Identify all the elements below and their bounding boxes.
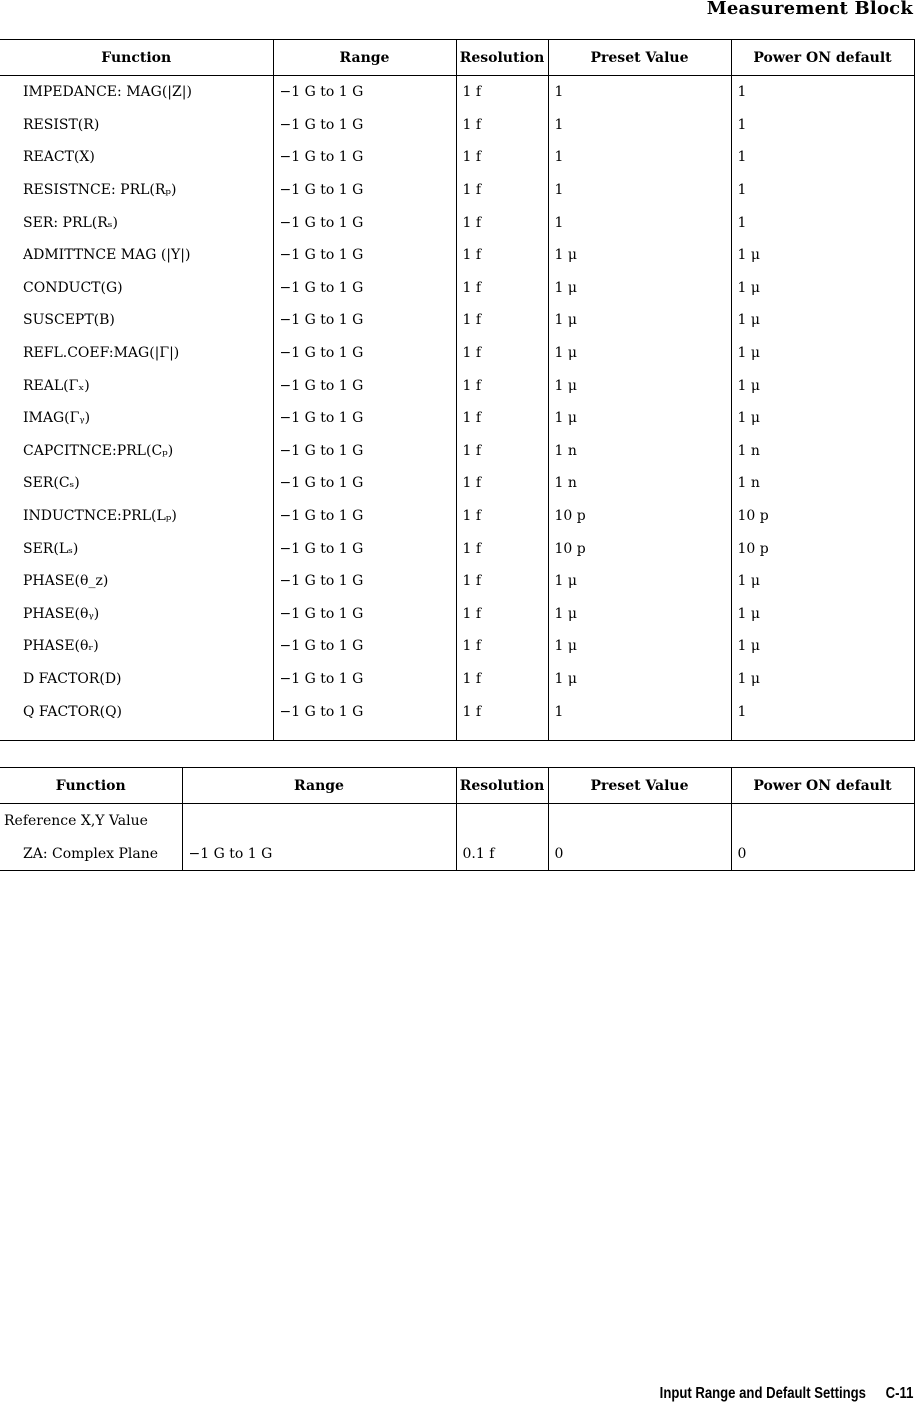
function-cell: SER(Cₛ) [0, 467, 273, 500]
function-cell: REACT(X) [0, 141, 273, 174]
power-on-cell: 1 [731, 76, 914, 109]
table-row [0, 500, 914, 533]
preset-cell: 1 μ [548, 663, 731, 696]
power-on-cell: 0 [731, 837, 914, 871]
section-title: Measurement Block [706, 0, 913, 19]
range-cell: −1 G to 1 G [273, 174, 456, 207]
column-header: Resolution [456, 768, 548, 804]
table-row [0, 369, 914, 402]
group-label-row [0, 804, 914, 838]
resolution-cell: 1 f [456, 337, 548, 370]
resolution-cell: 1 f [456, 695, 548, 728]
function-cell: INDUCTNCE:PRL(Lₚ) [0, 500, 273, 533]
preset-cell: 1 μ [548, 630, 731, 663]
range-cell: −1 G to 1 G [273, 141, 456, 174]
table-row [0, 565, 914, 598]
table-row [0, 109, 914, 142]
table-row [0, 467, 914, 500]
power-on-cell: 1 [731, 174, 914, 207]
preset-cell: 1 μ [548, 402, 731, 435]
power-on-cell: 10 p [731, 532, 914, 565]
power-on-cell: 1 μ [731, 663, 914, 696]
column-header: Function [0, 768, 182, 804]
function-cell: Q FACTOR(Q) [0, 695, 273, 728]
power-on-cell: 1 μ [731, 402, 914, 435]
power-on-cell: 1 μ [731, 630, 914, 663]
function-cell: PHASE(θ_z) [0, 565, 273, 598]
resolution-cell: 1 f [456, 467, 548, 500]
power-on-cell: 1 μ [731, 304, 914, 337]
resolution-cell: 1 f [456, 239, 548, 272]
table-row [0, 174, 914, 207]
function-cell: IMPEDANCE: MAG(|Z|) [0, 76, 273, 109]
function-cell: CAPCITNCE:PRL(Cₚ) [0, 435, 273, 468]
power-on-cell: 1 n [731, 435, 914, 468]
power-on-cell: 1 μ [731, 239, 914, 272]
table-row [0, 435, 914, 468]
range-cell: −1 G to 1 G [273, 435, 456, 468]
function-cell: SUSCEPT(B) [0, 304, 273, 337]
function-cell: SER(Lₛ) [0, 532, 273, 565]
function-cell: RESIST(R) [0, 109, 273, 142]
resolution-cell: 1 f [456, 565, 548, 598]
power-on-cell: 1 [731, 109, 914, 142]
function-cell: PHASE(θᵧ) [0, 598, 273, 631]
preset-cell: 1 [548, 174, 731, 207]
function-cell: CONDUCT(G) [0, 272, 273, 305]
preset-cell: 10 p [548, 500, 731, 533]
power-on-cell: 1 μ [731, 272, 914, 305]
range-cell: −1 G to 1 G [273, 272, 456, 305]
range-cell: −1 G to 1 G [273, 206, 456, 239]
resolution-cell: 1 f [456, 76, 548, 109]
table-header-row [0, 40, 914, 76]
table-row [0, 598, 914, 631]
resolution-cell: 1 f [456, 598, 548, 631]
column-header: Preset Value [548, 768, 731, 804]
function-cell: ADMITTNCE MAG (|Y|) [0, 239, 273, 272]
range-cell: −1 G to 1 G [273, 109, 456, 142]
preset-cell: 10 p [548, 532, 731, 565]
preset-cell: 1 μ [548, 239, 731, 272]
resolution-cell: 1 f [456, 272, 548, 305]
preset-cell: 1 [548, 141, 731, 174]
column-header: Resolution [456, 40, 548, 76]
range-cell: −1 G to 1 G [273, 369, 456, 402]
table-row [0, 239, 914, 272]
resolution-cell: 1 f [456, 500, 548, 533]
function-cell: SER: PRL(Rₛ) [0, 206, 273, 239]
table-row [0, 402, 914, 435]
power-on-cell: 1 [731, 206, 914, 239]
range-cell: −1 G to 1 G [273, 402, 456, 435]
function-cell: PHASE(θᵣ) [0, 630, 273, 663]
preset-cell: 1 μ [548, 369, 731, 402]
table-row [0, 837, 914, 871]
preset-cell: 1 μ [548, 598, 731, 631]
table-row [0, 630, 914, 663]
resolution-cell: 1 f [456, 630, 548, 663]
column-header: Power ON default [731, 40, 914, 76]
function-cell: D FACTOR(D) [0, 663, 273, 696]
preset-cell: 1 [548, 695, 731, 728]
power-on-cell: 1 [731, 141, 914, 174]
power-on-cell: 1 n [731, 467, 914, 500]
table-end [0, 728, 914, 741]
power-on-cell: 1 μ [731, 369, 914, 402]
range-cell: −1 G to 1 G [273, 500, 456, 533]
function-cell: REFL.COEF:MAG(|Γ|) [0, 337, 273, 370]
table-row [0, 141, 914, 174]
table-row [0, 304, 914, 337]
preset-cell: 0 [548, 837, 731, 871]
column-header: Range [182, 768, 456, 804]
column-header: Function [0, 40, 273, 76]
group-label: Reference X,Y Value [0, 804, 182, 838]
preset-cell: 1 n [548, 435, 731, 468]
table-row [0, 532, 914, 565]
column-header: Preset Value [548, 40, 731, 76]
footer-section: Input Range and Default Settings [659, 1385, 866, 1402]
page-footer [659, 1385, 913, 1403]
range-cell: −1 G to 1 G [273, 598, 456, 631]
resolution-cell: 1 f [456, 304, 548, 337]
range-cell: −1 G to 1 G [182, 837, 456, 871]
preset-cell: 1 n [548, 467, 731, 500]
table-header-row [0, 768, 914, 804]
range-cell: −1 G to 1 G [273, 663, 456, 696]
function-cell: RESISTNCE: PRL(Rₚ) [0, 174, 273, 207]
table-row [0, 272, 914, 305]
resolution-cell: 1 f [456, 174, 548, 207]
column-header: Range [273, 40, 456, 76]
page-number: C-11 [885, 1385, 913, 1402]
power-on-cell: 1 [731, 695, 914, 728]
preset-cell: 1 μ [548, 337, 731, 370]
table-row [0, 663, 914, 696]
range-cell: −1 G to 1 G [273, 337, 456, 370]
range-cell: −1 G to 1 G [273, 467, 456, 500]
power-on-cell: 10 p [731, 500, 914, 533]
preset-cell: 1 μ [548, 565, 731, 598]
reference-table [0, 767, 915, 871]
function-cell: ZA: Complex Plane [0, 837, 182, 871]
range-cell: −1 G to 1 G [273, 695, 456, 728]
resolution-cell: 0.1 f [456, 837, 548, 871]
table-row [0, 337, 914, 370]
resolution-cell: 1 f [456, 402, 548, 435]
power-on-cell: 1 μ [731, 337, 914, 370]
range-cell: −1 G to 1 G [273, 532, 456, 565]
preset-cell: 1 [548, 109, 731, 142]
resolution-cell: 1 f [456, 663, 548, 696]
resolution-cell: 1 f [456, 435, 548, 468]
resolution-cell: 1 f [456, 369, 548, 402]
table-row [0, 206, 914, 239]
range-cell: −1 G to 1 G [273, 630, 456, 663]
range-cell: −1 G to 1 G [273, 76, 456, 109]
resolution-cell: 1 f [456, 532, 548, 565]
preset-cell: 1 [548, 76, 731, 109]
column-header: Power ON default [731, 768, 914, 804]
preset-cell: 1 [548, 206, 731, 239]
function-cell: REAL(Γₓ) [0, 369, 273, 402]
resolution-cell: 1 f [456, 206, 548, 239]
preset-cell: 1 μ [548, 304, 731, 337]
function-cell: IMAG(Γᵧ) [0, 402, 273, 435]
range-cell: −1 G to 1 G [273, 304, 456, 337]
table-row [0, 76, 914, 109]
resolution-cell: 1 f [456, 141, 548, 174]
resolution-cell: 1 f [456, 109, 548, 142]
measurement-table [0, 39, 915, 741]
power-on-cell: 1 μ [731, 565, 914, 598]
range-cell: −1 G to 1 G [273, 239, 456, 272]
preset-cell: 1 μ [548, 272, 731, 305]
power-on-cell: 1 μ [731, 598, 914, 631]
range-cell: −1 G to 1 G [273, 565, 456, 598]
table-row [0, 695, 914, 728]
